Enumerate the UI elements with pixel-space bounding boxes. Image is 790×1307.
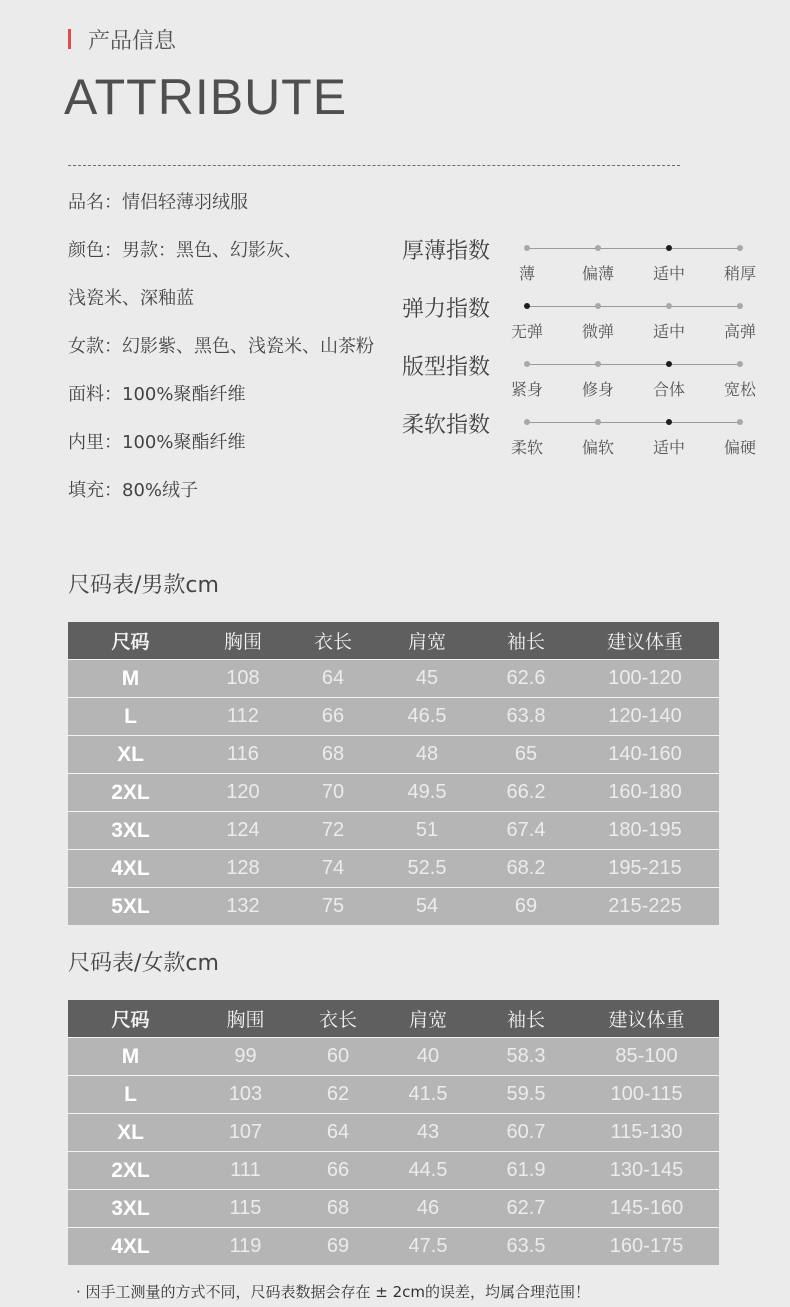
table-cell: 61.9: [506, 1159, 546, 1181]
size-cell: L: [124, 1082, 137, 1106]
table-row: [68, 850, 719, 888]
column-header: 衣长: [293, 622, 373, 660]
table-cell: 62.7: [506, 1197, 546, 1219]
size-cell: M: [121, 1044, 140, 1068]
table-cell: 130-145: [609, 1159, 684, 1181]
table-cell: 64: [326, 1121, 350, 1143]
table-row: [68, 698, 719, 736]
column-header: 尺码: [68, 622, 193, 660]
men-size-table-title: 尺码表/男款cm: [68, 573, 219, 598]
size-cell: 3XL: [111, 818, 150, 842]
men-size-table: [68, 622, 719, 925]
table-cell: 120-140: [608, 705, 682, 727]
table-cell: 180-195: [608, 819, 682, 841]
table-cell: 108: [226, 667, 260, 689]
table-cell: 100-120: [608, 667, 682, 689]
table-cell: 128: [226, 857, 260, 879]
table-cell: 54: [415, 895, 439, 917]
table-cell: 66: [326, 1159, 350, 1181]
index-dot-selected: [524, 303, 530, 309]
table-cell: 160-180: [608, 781, 682, 803]
index-label: 修身: [581, 380, 614, 399]
size-cell: 5XL: [111, 894, 150, 918]
table-cell: 64: [321, 667, 345, 689]
table-cell: 103: [228, 1083, 263, 1105]
index-dot: [666, 303, 672, 309]
size-cell: 3XL: [111, 1196, 150, 1220]
table-row: [68, 1190, 719, 1228]
attribute-lining: 内里：100%聚酯纤维: [68, 432, 246, 453]
column-header: 胸围: [193, 1000, 298, 1038]
table-cell: 40: [416, 1045, 440, 1067]
column-header: 建议体重: [571, 622, 719, 660]
women-size-table: [68, 1000, 719, 1265]
index-dot: [524, 419, 530, 425]
attribute-color-women: 女款：幻影紫、黑色、浅瓷米、山茶粉: [68, 336, 374, 357]
table-cell: 69: [326, 1235, 350, 1257]
attribute-color-men: 颜色：男款：黑色、幻影灰、: [68, 240, 302, 261]
index-label: 合体: [652, 380, 685, 399]
index-dot: [595, 361, 601, 367]
index-dot-selected: [666, 361, 672, 367]
index-label: 柔软: [510, 438, 543, 457]
divider: [68, 165, 680, 166]
size-cell: 4XL: [111, 856, 150, 880]
column-header: 袖长: [481, 622, 571, 660]
table-cell: 120: [226, 781, 260, 803]
table-cell: 60: [326, 1045, 350, 1067]
section-marker: [68, 29, 71, 49]
table-cell: 59.5: [506, 1083, 546, 1105]
table-row: [68, 1038, 719, 1076]
attribute-name: 品名：情侣轻薄羽绒服: [68, 192, 248, 213]
table-cell: 68.2: [506, 857, 546, 879]
table-cell: 46: [416, 1197, 440, 1219]
size-cell: 2XL: [111, 780, 150, 804]
size-cell: XL: [117, 742, 144, 766]
index-dot: [737, 303, 743, 309]
attribute-filling: 填充：80%绒子: [68, 480, 199, 501]
table-row: [68, 1076, 719, 1114]
table-cell: 44.5: [408, 1159, 448, 1181]
table-cell: 48: [415, 743, 439, 765]
table-cell: 132: [226, 895, 260, 917]
table-cell: 68: [321, 743, 345, 765]
table-row: [68, 1152, 719, 1190]
table-cell: 145-160: [609, 1197, 684, 1219]
column-header: 肩宽: [373, 622, 481, 660]
table-cell: 115: [229, 1197, 262, 1219]
table-cell: 63.8: [506, 705, 546, 727]
table-row: [68, 812, 719, 850]
index-label: 偏软: [581, 438, 614, 457]
index-label: 稍厚: [723, 264, 756, 283]
index-dot-selected: [666, 245, 672, 251]
table-cell: 60.7: [506, 1121, 546, 1143]
table-cell: 41.5: [408, 1083, 448, 1105]
women-size-table-title: 尺码表/女款cm: [68, 951, 219, 976]
table-header-row: [68, 1000, 719, 1038]
table-row: [68, 1228, 719, 1266]
index-label: 无弹: [510, 322, 543, 341]
table-cell: 68: [326, 1197, 350, 1219]
column-header: 肩宽: [378, 1000, 478, 1038]
table-cell: 195-215: [608, 857, 682, 879]
index-dot: [737, 361, 743, 367]
table-cell: 72: [321, 819, 345, 841]
index-scale-line: [527, 248, 741, 249]
column-header: 袖长: [478, 1000, 574, 1038]
index-label: 宽松: [723, 380, 756, 399]
table-cell: 58.3: [506, 1045, 546, 1067]
index-scale-line: [527, 364, 741, 365]
index-label: 偏硬: [723, 438, 756, 457]
index-label: 高弹: [723, 322, 756, 341]
table-cell: 70: [321, 781, 345, 803]
table-row: [68, 888, 719, 926]
index-dot: [595, 245, 601, 251]
index-label: 偏薄: [581, 264, 614, 283]
table-cell: 116: [227, 743, 259, 765]
index-scale-line: [527, 422, 741, 423]
table-cell: 47.5: [408, 1235, 448, 1257]
table-cell: 52.5: [407, 857, 447, 879]
table-cell: 85-100: [615, 1045, 678, 1067]
table-cell: 62: [326, 1083, 350, 1105]
size-cell: M: [121, 666, 140, 690]
column-header: 衣长: [298, 1000, 378, 1038]
table-cell: 63.5: [506, 1235, 546, 1257]
table-cell: 124: [226, 819, 260, 841]
index-label: 适中: [652, 438, 685, 457]
attribute-fabric: 面料：100%聚酯纤维: [68, 384, 246, 405]
index-dot: [524, 245, 530, 251]
index-dot: [737, 419, 743, 425]
table-cell: 65: [514, 743, 538, 765]
table-cell: 160-175: [609, 1235, 684, 1257]
table-cell: 100-115: [610, 1083, 683, 1105]
index-title: 版型指数: [402, 355, 491, 380]
table-header-row: [68, 622, 719, 660]
table-cell: 49.5: [407, 781, 447, 803]
table-cell: 111: [230, 1159, 261, 1181]
table-cell: 107: [228, 1121, 263, 1143]
table-cell: 215-225: [608, 895, 682, 917]
table-cell: 62.6: [506, 667, 546, 689]
table-row: [68, 660, 719, 698]
index-dot: [524, 361, 530, 367]
table-row: [68, 774, 719, 812]
table-cell: 99: [234, 1045, 257, 1067]
table-cell: 66: [321, 705, 345, 727]
table-cell: 46.5: [407, 705, 447, 727]
index-label: 薄: [518, 264, 535, 283]
table-row: [68, 736, 719, 774]
index-scale-line: [527, 306, 741, 307]
index-label: 微弹: [581, 322, 614, 341]
size-cell: 2XL: [111, 1158, 150, 1182]
index-label: 紧身: [510, 380, 543, 399]
index-title: 弹力指数: [402, 297, 491, 322]
size-cell: 4XL: [111, 1234, 150, 1258]
section-title: 产品信息: [88, 29, 177, 54]
table-cell: 140-160: [608, 743, 682, 765]
measurement-note: · 因手工测量的方式不同，尺码表数据会存在 ± 2cm的误差，均属合理范围！: [76, 1283, 591, 1301]
table-cell: 45: [415, 667, 439, 689]
index-dot: [595, 419, 601, 425]
index-dot-selected: [666, 419, 672, 425]
column-header: 建议体重: [574, 1000, 719, 1038]
table-row: [68, 1114, 719, 1152]
table-cell: 75: [321, 895, 345, 917]
section-title-english: ATTRIBUTE: [64, 69, 348, 125]
index-title: 厚薄指数: [402, 239, 491, 264]
table-cell: 66.2: [506, 781, 546, 803]
column-header: 尺码: [68, 1000, 193, 1038]
index-title: 柔软指数: [402, 413, 491, 438]
column-header: 胸围: [193, 622, 293, 660]
table-cell: 119: [229, 1235, 262, 1257]
size-cell: L: [124, 704, 137, 728]
table-cell: 51: [415, 819, 439, 841]
table-cell: 112: [227, 705, 259, 727]
table-cell: 69: [514, 895, 538, 917]
index-label: 适中: [652, 322, 685, 341]
index-dot: [595, 303, 601, 309]
table-cell: 67.4: [506, 819, 546, 841]
table-cell: 115-130: [610, 1121, 683, 1143]
index-dot: [737, 245, 743, 251]
table-cell: 43: [416, 1121, 440, 1143]
table-cell: 74: [321, 857, 345, 879]
attribute-color-men-cont: 浅瓷米、深釉蓝: [68, 288, 194, 309]
index-label: 适中: [652, 264, 685, 283]
size-cell: XL: [117, 1120, 144, 1144]
